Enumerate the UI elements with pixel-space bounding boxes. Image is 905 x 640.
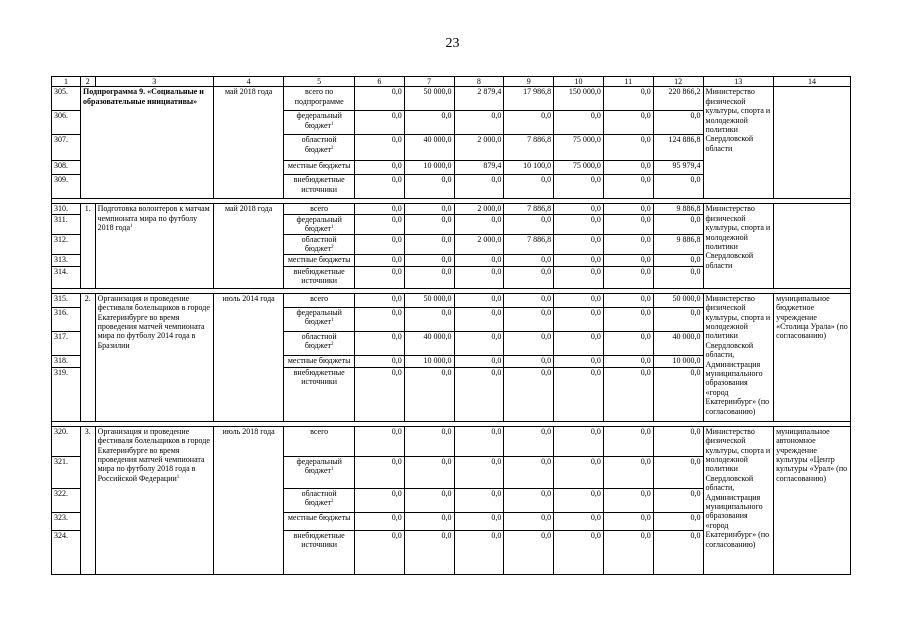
footnote-mark: 1: [331, 467, 334, 473]
funding-source: [284, 456, 355, 488]
amount-cell: 0,0: [354, 135, 404, 161]
funding-source-text: всего: [310, 293, 329, 303]
row-number: 318.: [52, 355, 81, 367]
amount-cell: 0,0: [504, 111, 554, 135]
funding-source-text: местные бюджеты: [287, 512, 351, 522]
subprogram-title: Подпрограмма 9. «Социальные и образовательные инициативы»: [81, 87, 214, 199]
amount-cell: 0,0: [404, 266, 454, 288]
header-cell: 2: [81, 77, 96, 87]
table-row: [52, 293, 851, 307]
footnote-mark: 2: [331, 245, 334, 251]
amount-cell: 0,0: [603, 488, 653, 512]
amount-cell: 0,0: [554, 367, 604, 421]
funding-source: [284, 488, 355, 512]
amount-cell: 0,0: [404, 234, 454, 254]
amount-cell: 0,0: [354, 307, 404, 331]
header-cell: 5: [284, 77, 355, 87]
amount-cell: 0,0: [554, 530, 604, 574]
amount-cell: 0,0: [504, 488, 554, 512]
row-number: 324.: [52, 530, 81, 574]
amount-cell: 10 000,0: [404, 355, 454, 367]
amount-cell: 0,0: [554, 488, 604, 512]
amount-cell: 0,0: [554, 266, 604, 288]
amount-cell: 0,0: [504, 254, 554, 266]
amount-cell: 0,0: [354, 111, 404, 135]
funding-source-text: областной бюджет: [301, 331, 337, 351]
funding-source-text: областной бюджет: [301, 488, 337, 508]
amount-cell: 0,0: [454, 266, 504, 288]
header-cell: 3: [95, 77, 213, 87]
amount-cell: 0,0: [603, 355, 653, 367]
responsible-executor: Министерство физической культуры, спорта и молодежной политики Свердловской области: [703, 204, 774, 288]
row-number: 317.: [52, 331, 81, 355]
responsible-executor: Министерство физической культуры, спорта и молодежной политики Свердловской области, Администрация муниципального образования «город Екатеринбург» (по согласованию): [703, 426, 774, 574]
row-number: 321.: [52, 456, 81, 488]
funding-source-text: федеральный бюджет: [296, 214, 342, 234]
table-row: [52, 426, 851, 456]
amount-cell: 9 886,8: [653, 234, 703, 254]
amount-cell: 9 886,8: [653, 204, 703, 214]
header-cell: 10: [554, 77, 604, 87]
amount-cell: 0,0: [354, 87, 404, 111]
amount-cell: 0,0: [504, 456, 554, 488]
amount-cell: 0,0: [354, 488, 404, 512]
footnote-mark: 2: [331, 342, 334, 348]
amount-cell: 0,0: [354, 331, 404, 355]
amount-cell: 0,0: [554, 175, 604, 199]
funding-source-text: внебюджетные источники: [293, 175, 345, 194]
funding-source-text: внебюджетные источники: [293, 530, 345, 550]
amount-cell: 50 000,0: [653, 293, 703, 307]
amount-cell: 0,0: [554, 111, 604, 135]
responsible-executor: Министерство физической культуры, спорта и молодежной политики Свердловской области: [703, 87, 774, 199]
amount-cell: 7 886,8: [504, 204, 554, 214]
amount-cell: 0,0: [404, 111, 454, 135]
deadline: май 2018 года: [213, 87, 284, 199]
row-number: 314.: [52, 266, 81, 288]
funding-source-text: всего: [310, 426, 329, 436]
header-cell: 1: [52, 77, 81, 87]
amount-cell: 10 000,0: [404, 161, 454, 175]
funding-source-text: всего: [310, 204, 329, 214]
amount-cell: 0,0: [603, 266, 653, 288]
amount-cell: 2 000,0: [454, 204, 504, 214]
amount-cell: 0,0: [454, 512, 504, 530]
amount-cell: 75 000,0: [554, 161, 604, 175]
item-title: [95, 204, 213, 288]
item-title: [95, 426, 213, 574]
funding-source: [284, 355, 355, 367]
item-number: 1.: [81, 204, 96, 288]
amount-cell: 0,0: [504, 293, 554, 307]
amount-cell: 0,0: [354, 204, 404, 214]
header-cell: 8: [454, 77, 504, 87]
amount-cell: 0,0: [404, 254, 454, 266]
amount-cell: 0,0: [354, 234, 404, 254]
amount-cell: 0,0: [454, 307, 504, 331]
co-executor: муниципальное бюджетное учреждение «Столица Урала» (по согласованию): [774, 293, 851, 421]
header-cell: 14: [774, 77, 851, 87]
amount-cell: 0,0: [554, 331, 604, 355]
table-body: [52, 77, 851, 575]
page-number: 23: [445, 36, 460, 51]
amount-cell: 0,0: [454, 488, 504, 512]
amount-cell: 0,0: [603, 161, 653, 175]
amount-cell: 0,0: [554, 456, 604, 488]
row-number: 305.: [52, 87, 81, 111]
amount-cell: 17 986,8: [504, 87, 554, 111]
amount-cell: 95 979,4: [653, 161, 703, 175]
amount-cell: 10 100,0: [504, 161, 554, 175]
amount-cell: 0,0: [354, 293, 404, 307]
amount-cell: 0,0: [554, 234, 604, 254]
amount-cell: 0,0: [504, 307, 554, 331]
header-cell: 12: [653, 77, 703, 87]
amount-cell: 0,0: [454, 355, 504, 367]
row-number: 313.: [52, 254, 81, 266]
funding-source: [284, 367, 355, 421]
amount-cell: 0,0: [603, 293, 653, 307]
amount-cell: 0,0: [603, 135, 653, 161]
amount-cell: 0,0: [554, 204, 604, 214]
header-cell: 7: [404, 77, 454, 87]
amount-cell: 0,0: [603, 456, 653, 488]
amount-cell: 0,0: [354, 426, 404, 456]
amount-cell: 0,0: [653, 367, 703, 421]
funding-source: [284, 426, 355, 456]
amount-cell: 0,0: [653, 254, 703, 266]
funding-source: [284, 234, 355, 254]
row-number: 315.: [52, 293, 81, 307]
funding-source-text: областной бюджет: [301, 234, 337, 254]
funding-source-text: федеральный бюджет: [296, 307, 342, 327]
footnote-mark: 1: [331, 225, 334, 231]
amount-cell: 0,0: [603, 367, 653, 421]
table-row: [52, 204, 851, 214]
table-row: [52, 87, 851, 111]
funding-source-text: местные бюджеты: [287, 161, 351, 171]
funding-source-text: федеральный бюджет: [296, 111, 342, 130]
co-executor: муниципальное автономное учреждение культуры «Центр культуры «Урал» (по согласованию): [774, 426, 851, 574]
amount-cell: 0,0: [603, 331, 653, 355]
amount-cell: 0,0: [454, 214, 504, 234]
amount-cell: 0,0: [603, 254, 653, 266]
footnote-mark: 2: [331, 145, 334, 151]
amount-cell: 879,4: [454, 161, 504, 175]
amount-cell: 7 886,8: [504, 135, 554, 161]
amount-cell: 0,0: [653, 266, 703, 288]
amount-cell: 0,0: [554, 307, 604, 331]
amount-cell: 0,0: [454, 426, 504, 456]
funding-source: [284, 175, 355, 199]
amount-cell: 0,0: [653, 214, 703, 234]
amount-cell: 7 886,8: [504, 234, 554, 254]
amount-cell: 0,0: [603, 530, 653, 574]
amount-cell: 0,0: [404, 456, 454, 488]
footnote-mark: 1: [331, 121, 334, 127]
amount-cell: 0,0: [404, 214, 454, 234]
funding-source: [284, 266, 355, 288]
funding-source-text: областной бюджет: [301, 135, 337, 154]
amount-cell: 0,0: [454, 331, 504, 355]
amount-cell: 0,0: [404, 307, 454, 331]
amount-cell: 0,0: [354, 214, 404, 234]
funding-source-text: всего по подпрограмме: [294, 87, 344, 106]
amount-cell: 124 886,8: [653, 135, 703, 161]
amount-cell: 0,0: [454, 293, 504, 307]
amount-cell: 0,0: [554, 355, 604, 367]
amount-cell: 0,0: [603, 204, 653, 214]
amount-cell: 0,0: [354, 512, 404, 530]
funding-source: [284, 530, 355, 574]
amount-cell: 2 879,4: [454, 87, 504, 111]
amount-cell: 40 000,0: [404, 331, 454, 355]
deadline: июль 2018 года: [213, 426, 284, 574]
item-title-text: Подготовка волонтеров к матчам чемпионата мира по футболу 2018 года: [97, 204, 210, 233]
amount-cell: 0,0: [454, 254, 504, 266]
row-number: 323.: [52, 512, 81, 530]
row-number: 316.: [52, 307, 81, 331]
amount-cell: 0,0: [504, 214, 554, 234]
amount-cell: 40 000,0: [404, 135, 454, 161]
row-number: 309.: [52, 175, 81, 199]
amount-cell: 0,0: [354, 367, 404, 421]
amount-cell: 0,0: [454, 456, 504, 488]
header-cell: 9: [504, 77, 554, 87]
responsible-executor: Министерство физической культуры, спорта и молодежной политики Свердловской области, Администрация муниципального образования «город Екатеринбург» (по согласованию): [703, 293, 774, 421]
header-cell: 13: [703, 77, 774, 87]
amount-cell: 0,0: [504, 512, 554, 530]
amount-cell: 0,0: [404, 488, 454, 512]
footnote-mark: 1: [130, 224, 133, 230]
amount-cell: 0,0: [653, 512, 703, 530]
amount-cell: 0,0: [354, 161, 404, 175]
funding-source: [284, 307, 355, 331]
amount-cell: 220 866,2: [653, 87, 703, 111]
deadline: июль 2014 года: [213, 293, 284, 421]
amount-cell: 150 000,0: [554, 87, 604, 111]
footnote-mark: 1: [331, 318, 334, 324]
amount-cell: 0,0: [653, 456, 703, 488]
amount-cell: 10 000,0: [653, 355, 703, 367]
amount-cell: 0,0: [653, 530, 703, 574]
amount-cell: 2 000,0: [454, 135, 504, 161]
co-executor: [774, 204, 851, 288]
row-number: 320.: [52, 426, 81, 456]
amount-cell: 0,0: [404, 175, 454, 199]
amount-cell: 0,0: [504, 266, 554, 288]
row-number: 311.: [52, 214, 81, 234]
amount-cell: 0,0: [454, 175, 504, 199]
amount-cell: 0,0: [404, 367, 454, 421]
funding-source: [284, 111, 355, 135]
row-number: 312.: [52, 234, 81, 254]
amount-cell: 0,0: [454, 367, 504, 421]
amount-cell: 0,0: [554, 293, 604, 307]
footnote-mark: 2: [331, 499, 334, 505]
amount-cell: 50 000,0: [404, 87, 454, 111]
amount-cell: 0,0: [653, 426, 703, 456]
amount-cell: 0,0: [653, 488, 703, 512]
amount-cell: 0,0: [404, 204, 454, 214]
item-number: 3.: [81, 426, 96, 574]
funding-source: [284, 331, 355, 355]
amount-cell: 50 000,0: [404, 293, 454, 307]
funding-source: [284, 214, 355, 234]
amount-cell: 0,0: [603, 234, 653, 254]
funding-source-text: внебюджетные источники: [293, 367, 345, 387]
amount-cell: 0,0: [454, 530, 504, 574]
amount-cell: 0,0: [454, 111, 504, 135]
amount-cell: 0,0: [554, 512, 604, 530]
amount-cell: 75 000,0: [554, 135, 604, 161]
item-title: [95, 293, 213, 421]
amount-cell: 0,0: [504, 331, 554, 355]
item-number: 2.: [81, 293, 96, 421]
amount-cell: 0,0: [354, 175, 404, 199]
amount-cell: 0,0: [653, 175, 703, 199]
funding-source: [284, 204, 355, 214]
row-number: 306.: [52, 111, 81, 135]
footnote-mark: 1: [176, 474, 180, 480]
co-executor: [774, 87, 851, 199]
amount-cell: 0,0: [354, 456, 404, 488]
amount-cell: 0,0: [404, 512, 454, 530]
header-cell: 11: [603, 77, 653, 87]
item-title-text: Организация и проведение фестиваля болельщиков в городе Екатеринбурге во время проведения матчей чемпионата мира по футболу 2014 года в Бразилии: [97, 293, 210, 350]
amount-cell: 0,0: [603, 87, 653, 111]
table-header-row: [52, 77, 851, 87]
amount-cell: 0,0: [354, 254, 404, 266]
amount-cell: 0,0: [603, 426, 653, 456]
amount-cell: 0,0: [504, 355, 554, 367]
row-number: 310.: [52, 204, 81, 214]
amount-cell: 0,0: [653, 307, 703, 331]
header-cell: 6: [354, 77, 404, 87]
amount-cell: 0,0: [554, 254, 604, 266]
amount-cell: 0,0: [603, 111, 653, 135]
funding-source-text: внебюджетные источники: [293, 266, 345, 286]
funding-source: [284, 254, 355, 266]
amount-cell: 0,0: [404, 426, 454, 456]
amount-cell: 0,0: [404, 530, 454, 574]
item-title-text: Организация и проведение фестиваля болельщиков в городе Екатеринбурге во время проведения матчей чемпионата мира по футболу 2018 года в Российской Федерации: [97, 426, 210, 483]
amount-cell: 0,0: [603, 307, 653, 331]
funding-source-text: федеральный бюджет: [296, 456, 342, 476]
amount-cell: 0,0: [603, 175, 653, 199]
funding-source: [284, 161, 355, 175]
amount-cell: 40 000,0: [653, 331, 703, 355]
amount-cell: 2 000,0: [454, 234, 504, 254]
amount-cell: 0,0: [554, 426, 604, 456]
amount-cell: 0,0: [504, 367, 554, 421]
funding-source: [284, 512, 355, 530]
amount-cell: 0,0: [603, 512, 653, 530]
amount-cell: 0,0: [354, 266, 404, 288]
amount-cell: 0,0: [504, 175, 554, 199]
amount-cell: 0,0: [653, 111, 703, 135]
row-number: 319.: [52, 367, 81, 421]
funding-source-text: местные бюджеты: [287, 355, 351, 365]
amount-cell: 0,0: [504, 426, 554, 456]
amount-cell: 0,0: [354, 355, 404, 367]
row-number: 322.: [52, 488, 81, 512]
funding-source: [284, 135, 355, 161]
funding-source: [284, 293, 355, 307]
funding-source: [284, 87, 355, 111]
amount-cell: 0,0: [504, 530, 554, 574]
deadline: май 2018 года: [213, 204, 284, 288]
row-number: 307.: [52, 135, 81, 161]
funding-source-text: местные бюджеты: [287, 254, 351, 264]
amount-cell: 0,0: [603, 214, 653, 234]
budget-table: [51, 76, 851, 575]
header-cell: 4: [213, 77, 284, 87]
amount-cell: 0,0: [554, 214, 604, 234]
row-number: 308.: [52, 161, 81, 175]
amount-cell: 0,0: [354, 530, 404, 574]
